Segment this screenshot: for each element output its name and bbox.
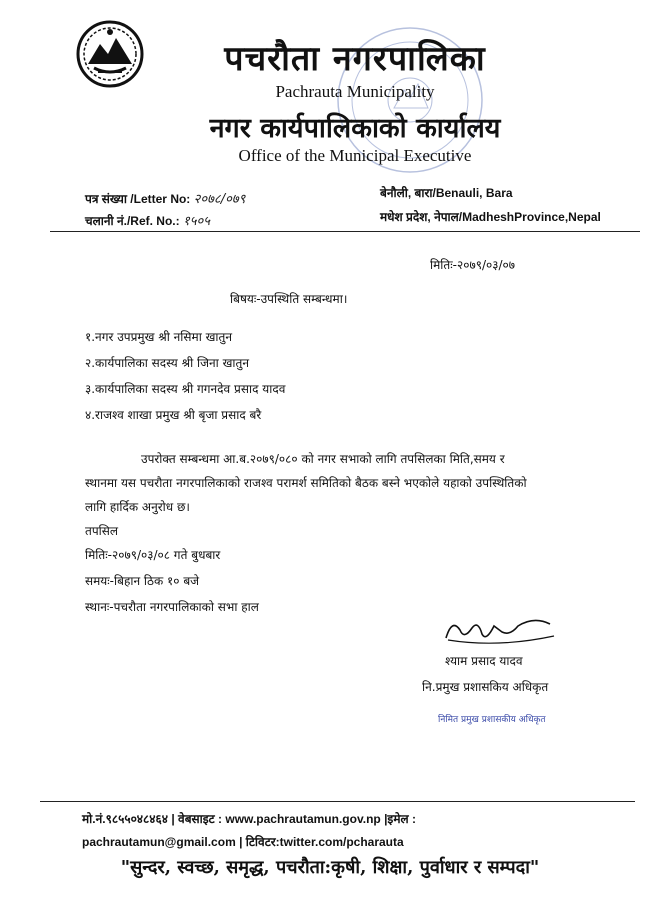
body-paragraph-line-1: उपरोक्त सम्बन्धमा आ.ब.२०७९/०८० को नगर सभाको लागि तपसिलका मिति,समय र	[141, 452, 505, 466]
handwritten-signature	[438, 612, 558, 648]
letter-date: मितिः-२०७९/०३/०७	[430, 258, 515, 272]
footer-email-line: pachrautamun@gmail.com | टिविटर:twitter.com/pcharauta	[82, 835, 404, 849]
address-line-1: बेनौली, बारा/Benauli, Bara	[380, 186, 513, 200]
footer-slogan: "सुन्दर, स्वच्छ, समृद्ध, पचरौता:कृषी, शिक्षा, पुर्वाधार र सम्पदा"	[120, 857, 540, 878]
office-title-nepali: नगर कार्यपालिकाको कार्यालय	[209, 113, 501, 144]
meeting-time: समयः-बिहान ठिक १० बजे	[85, 574, 200, 588]
municipality-title-nepali: पचरौता नगरपालिका	[224, 39, 486, 79]
signatory-name: श्याम प्रसाद यादव	[445, 654, 523, 668]
address-line-2: मधेश प्रदेश, नेपाल/MadheshProvince,Nepal	[380, 210, 601, 224]
body-paragraph-line-2: स्थानमा यस पचरौता नगरपालिकाको राजश्व परामर्श समितिको बैठक बस्ने भएकोले यहाको उपस्थितिको	[85, 476, 527, 490]
reference-number-value: १५०५	[182, 214, 211, 229]
municipality-emblem	[72, 20, 148, 90]
reference-number-label: चलानी नं./Ref. No.:	[85, 214, 180, 228]
reference-number	[85, 211, 210, 229]
footer-contact-line: मो.नं.९८५५०४८४६४ | वेबसाइट : www.pachrautamun.gov.np |इमेल :	[82, 812, 416, 826]
letter-number-label: पत्र संख्या /Letter No:	[85, 192, 191, 206]
meeting-place: स्थानः-पचरौता नगरपालिकाको सभा हाल	[85, 600, 259, 614]
subject-line: बिषयः-उपस्थिति सम्बन्धमा।	[230, 292, 348, 306]
recipient-2: २.कार्यपालिका सदस्य श्री जिना खातुन	[85, 356, 250, 370]
meeting-date: मितिः-२०७९/०३/०८ गते बुधबार	[85, 548, 221, 562]
signatory-title: नि.प्रमुख प्रशासकिय अधिकृत	[422, 680, 549, 694]
letter-number-value: २०७८/०७९	[193, 192, 246, 207]
recipient-3: ३.कार्यपालिका सदस्य श्री गगनदेव प्रसाद यादव	[85, 382, 286, 396]
letter-number	[85, 189, 245, 207]
footer-divider	[40, 801, 635, 802]
signatory-stamp: निमित प्रमुख प्रशासकीय अधिकृत	[438, 715, 546, 725]
office-title-english: Office of the Municipal Executive	[238, 146, 472, 165]
header-divider	[50, 231, 640, 232]
municipality-title-english: Pachrauta Municipality	[275, 82, 435, 101]
body-paragraph-line-3: लागि हार्दिक अनुरोध छ।	[85, 500, 190, 514]
recipient-1: १.नगर उपप्रमुख श्री नसिमा खातुन	[85, 330, 233, 344]
recipient-4: ४.राजश्व शाखा प्रमुख श्री बृजा प्रसाद बरै	[85, 408, 262, 422]
tapasil-heading: तपसिल	[85, 524, 119, 538]
